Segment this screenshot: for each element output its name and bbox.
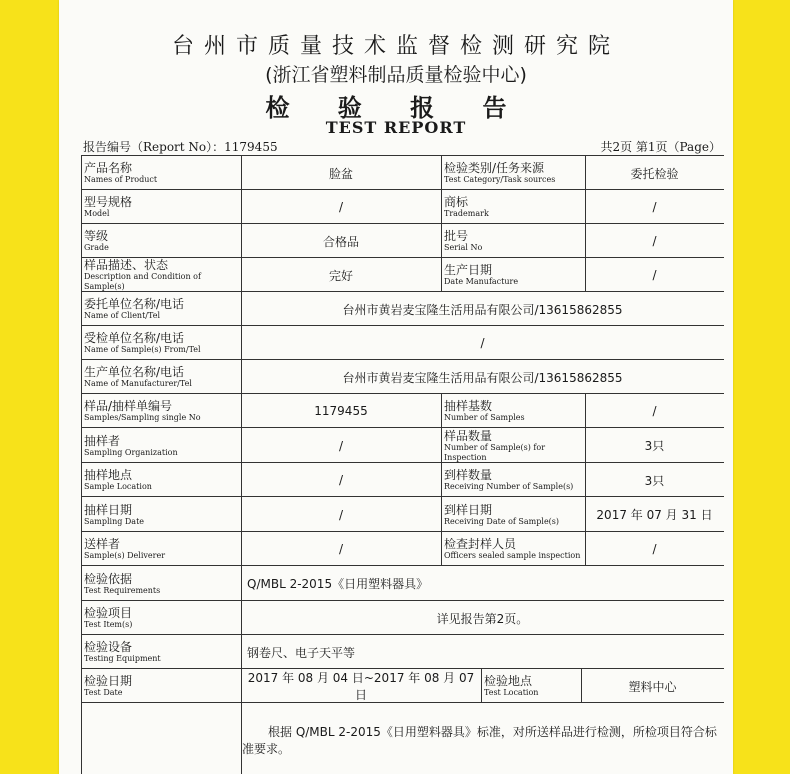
field-label <box>84 669 238 703</box>
cell-divider <box>81 566 82 601</box>
cell-divider <box>441 497 442 532</box>
label-cn: 到样数量 <box>444 468 493 482</box>
label-cn: 抽样基数 <box>444 399 493 413</box>
cell-divider <box>81 635 82 669</box>
cell-divider <box>441 224 442 258</box>
label-en: Name of Manufacturer/Tel <box>84 379 192 388</box>
table-row <box>81 155 724 190</box>
field-label <box>84 258 238 292</box>
institute-name: 台州市质量技术监督检测研究院 <box>171 34 620 59</box>
label-cn: 生产单位名称/电话 <box>84 365 185 379</box>
label-cn: 检验项目 <box>84 606 133 620</box>
cell-divider <box>81 532 82 566</box>
table-row <box>81 668 724 703</box>
label-cn: 样品/抽样单编号 <box>84 399 173 413</box>
cell-divider <box>81 292 82 326</box>
cell-divider <box>81 360 82 394</box>
field-value: 塑料中心 <box>628 679 677 694</box>
field-label <box>84 601 238 635</box>
field-value: / <box>338 473 344 487</box>
field-label <box>84 635 238 669</box>
label-cn: 抽样者 <box>84 433 121 448</box>
field-value: 钢卷尺、电子天平等 <box>247 645 356 660</box>
label-en: Receiving Date of Sample(s) <box>444 516 560 526</box>
field-label <box>444 497 582 532</box>
table-row <box>81 359 724 394</box>
conclusion-text: 根据 Q/MBL 2-2015《日用塑料器具》标准，对所送样品进行检测，所检项目符合标准要求。 <box>242 725 717 756</box>
field-value: 委托检验 <box>630 166 679 181</box>
cell-divider <box>81 258 82 292</box>
field-value: / <box>480 336 485 350</box>
field-value: 2017 年 07 月 31 日 <box>596 508 713 522</box>
table-row <box>81 600 724 635</box>
field-label <box>84 428 238 463</box>
field-value: 脸盆 <box>328 166 353 181</box>
cell-divider <box>81 156 82 190</box>
table-row <box>81 565 724 601</box>
field-value: 合格品 <box>322 234 359 249</box>
cell-divider <box>81 703 82 774</box>
label-en: Test Category/Task sources <box>444 175 556 184</box>
table-row <box>81 189 724 224</box>
field-value: / <box>338 200 344 214</box>
field-label <box>84 360 238 394</box>
cell-divider <box>441 394 442 428</box>
label-cn: 检验日期 <box>84 674 133 688</box>
cell-divider <box>81 497 82 532</box>
label-en: Name of Sample(s) From/Tel <box>84 345 201 354</box>
field-value: / <box>652 404 657 418</box>
table-row <box>81 427 724 463</box>
label-cn: 样品描述、状态 <box>84 258 169 272</box>
field-label <box>444 156 582 190</box>
cell-divider <box>81 601 82 635</box>
field-label <box>84 326 238 360</box>
label-cn: 委托单位名称/电话 <box>84 297 185 311</box>
label-cn: 送样者 <box>84 537 121 551</box>
table-row <box>81 325 724 360</box>
label-cn: 检验地点 <box>484 674 533 688</box>
label-cn: 样品数量 <box>444 428 493 443</box>
cell-divider <box>441 428 442 463</box>
field-label <box>444 428 582 463</box>
label-en: Grade <box>84 243 109 252</box>
label-cn: 到样日期 <box>444 502 493 517</box>
cell-divider <box>81 326 82 360</box>
report-table <box>81 155 724 774</box>
label-en: Number of Sample(s) for Inspection <box>444 442 546 462</box>
field-label <box>84 190 238 224</box>
field-value: 台州市黄岩麦宝隆生活用品有限公司/13615862855 <box>342 302 623 317</box>
label-en: Trademark <box>444 209 489 218</box>
field-value: 3只 <box>644 473 665 488</box>
cell-divider <box>481 669 482 703</box>
cell-divider <box>81 463 82 497</box>
field-label <box>444 190 582 224</box>
table-row <box>81 634 724 669</box>
label-en: Sample Location <box>84 482 152 491</box>
label-cn: 检查封样人员 <box>444 537 517 551</box>
label-cn: 检验依据 <box>84 571 133 586</box>
cell-divider <box>441 463 442 497</box>
field-label <box>84 497 238 532</box>
field-label <box>444 463 582 497</box>
label-en: Model <box>84 209 110 218</box>
table-row <box>81 531 724 566</box>
cell-divider <box>441 190 442 224</box>
field-value: 台州市黄岩麦宝隆生活用品有限公司/13615862855 <box>342 370 623 385</box>
field-value: / <box>652 234 657 248</box>
cell-divider <box>441 156 442 190</box>
field-label <box>84 156 238 190</box>
label-en: Name of Client/Tel <box>84 311 160 320</box>
label-cn: 受检单位名称/电话 <box>84 331 185 345</box>
field-value: 完好 <box>328 268 353 283</box>
table-row <box>81 496 724 532</box>
field-value: 3只 <box>644 439 665 453</box>
field-value: / <box>652 542 657 556</box>
label-en: Receiving Number of Sample(s) <box>444 482 574 491</box>
label-en: Test Location <box>484 688 539 697</box>
label-cn: 抽样地点 <box>84 468 133 482</box>
label-en: Description and Condition of Sample(s) <box>84 272 201 291</box>
cell-divider <box>81 428 82 463</box>
field-label <box>84 566 238 601</box>
table-row <box>81 291 724 326</box>
label-en: Sample(s) Deliverer <box>84 551 166 560</box>
label-cn: 产品名称 <box>84 161 133 175</box>
table-row <box>81 393 724 428</box>
label-cn: 生产日期 <box>444 263 493 277</box>
label-cn: 型号规格 <box>84 195 133 209</box>
field-value: 详见报告第2页。 <box>436 611 529 626</box>
field-value: / <box>652 268 657 282</box>
label-en: Samples/Sampling single No <box>84 413 201 422</box>
label-en: Sampling Organization <box>84 447 178 457</box>
report-title: 检 验 报 告 <box>265 94 527 122</box>
label-en: Serial No <box>444 243 483 252</box>
label-en: Testing Equipment <box>84 654 161 663</box>
field-label <box>84 292 238 326</box>
report-page <box>59 0 733 774</box>
cell-divider <box>81 394 82 428</box>
label-en: Date Manufacture <box>444 277 519 286</box>
field-value: / <box>652 200 657 214</box>
label-cn: 批号 <box>444 229 469 243</box>
label-en: Test Requirements <box>84 585 161 595</box>
label-cn: 检验设备 <box>84 640 133 654</box>
cell-divider <box>441 532 442 566</box>
field-label <box>444 394 582 428</box>
label-cn: 等级 <box>84 229 109 243</box>
field-value: / <box>338 438 344 453</box>
table-row <box>81 257 724 292</box>
cell-divider <box>81 224 82 258</box>
field-label <box>84 532 238 566</box>
field-value: 1179455 <box>314 404 368 418</box>
field-value: / <box>338 507 344 522</box>
field-value: 2017 年 08 月 04 日~2017 年 08 月 07 日 <box>247 671 475 702</box>
field-label <box>444 532 582 566</box>
field-label <box>84 394 238 428</box>
label-en: Officers sealed sample inspection <box>444 551 581 560</box>
label-cn: 抽样日期 <box>84 502 133 517</box>
center-name: (浙江省塑料制品质量检验中心) <box>265 64 527 86</box>
field-value: Q/MBL 2-2015《日用塑料器具》 <box>247 577 429 591</box>
label-cn: 检验类别/任务来源 <box>444 161 545 175</box>
label-en: Test Date <box>84 688 123 697</box>
field-label <box>484 669 578 703</box>
report-number: 报告编号（Report No）：1179455 <box>83 140 278 154</box>
field-label <box>84 224 238 258</box>
field-label <box>84 463 238 497</box>
label-cn: 商标 <box>444 195 469 209</box>
field-value: / <box>338 542 344 556</box>
label-en: Sampling Date <box>84 516 145 526</box>
field-label <box>444 258 582 292</box>
cell-divider <box>441 258 442 292</box>
label-en: Names of Product <box>84 175 158 184</box>
label-en: Test Item(s) <box>84 620 133 629</box>
page-info: 共2页 第1页（Page） <box>600 140 721 154</box>
table-row <box>81 223 724 258</box>
table-row <box>81 462 724 497</box>
label-en: Number of Samples <box>444 413 525 422</box>
field-label <box>444 224 582 258</box>
cell-divider <box>81 190 82 224</box>
cell-divider <box>81 669 82 703</box>
report-title-en: TEST REPORT <box>325 118 467 137</box>
